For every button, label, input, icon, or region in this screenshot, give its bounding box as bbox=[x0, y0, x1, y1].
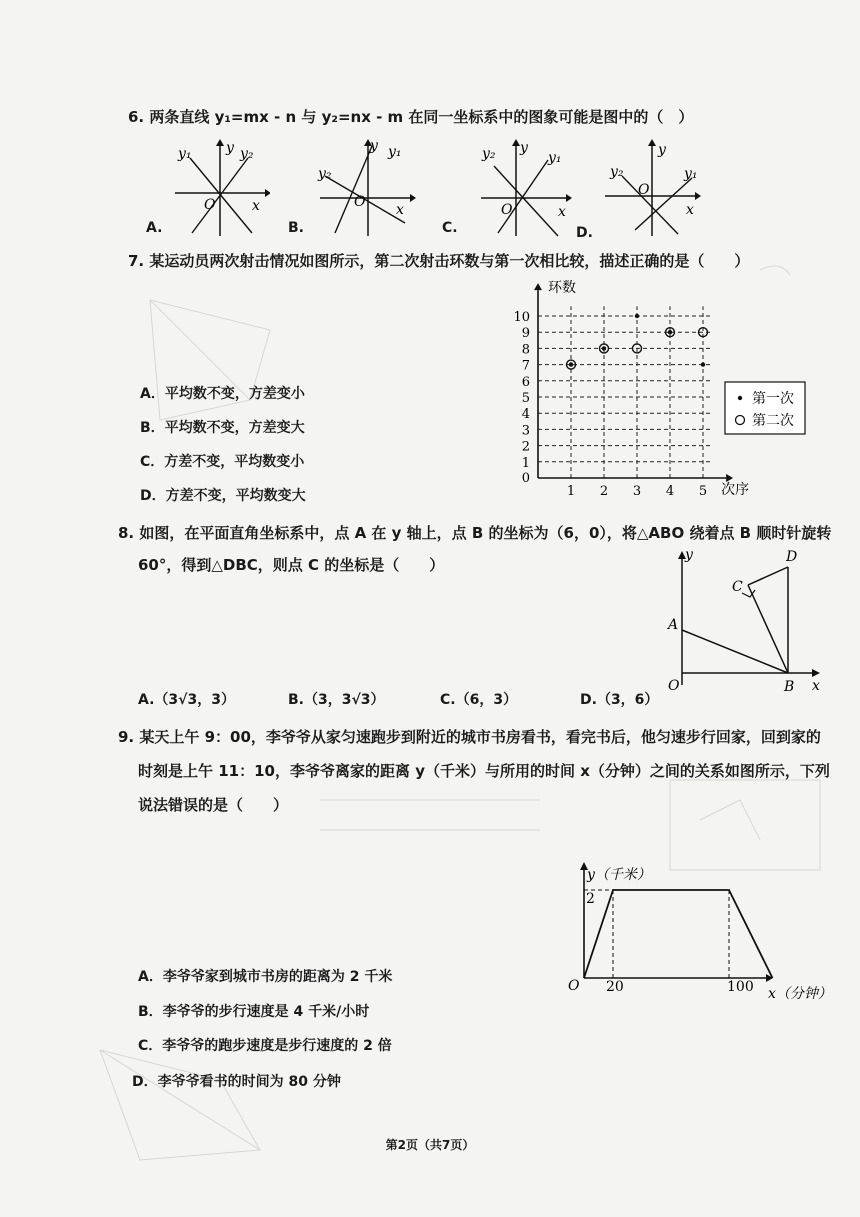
y-tick-label: 4 bbox=[521, 407, 530, 423]
q6b-y2-label: y₂ bbox=[318, 166, 332, 182]
q9-option-b[interactable]: B．李爷爷的步行速度是 4 千米/小时 bbox=[138, 1004, 370, 1020]
q8-option-c[interactable]: C.（6，3） bbox=[440, 692, 518, 708]
q6a-x-label: x bbox=[252, 198, 260, 214]
x-axis-arrow bbox=[726, 474, 733, 482]
q9-stem-line2: 时刻是上午 11：10，李爷爷离家的距离 y（千米）与所用的时间 x（分钟）之间的关系如图所示，下列 bbox=[138, 762, 830, 780]
y-tick-label: 1 bbox=[521, 455, 530, 471]
y-tick-label: 3 bbox=[521, 423, 530, 439]
origin-label: 0 bbox=[521, 471, 530, 486]
first-attempt-point bbox=[668, 330, 672, 334]
q9-distance-line bbox=[584, 890, 773, 978]
q9-option-c[interactable]: C．李爷爷的跑步速度是步行速度的 2 倍 bbox=[138, 1038, 392, 1054]
distance-time-graph bbox=[560, 860, 840, 1005]
legend-marker-first bbox=[738, 396, 742, 400]
q6d-origin-label: O bbox=[638, 182, 650, 198]
first-attempt-point bbox=[569, 362, 573, 366]
q6-stem: 6. 两条直线 y₁=mx - n 与 y₂=nx - m 在同一坐标系中的图象可能是图中的（ ） bbox=[128, 108, 694, 126]
shooting-scatter-chart bbox=[500, 280, 840, 505]
legend-label-second: 第二次 bbox=[752, 413, 794, 429]
q6-graph-a bbox=[170, 138, 270, 238]
q9-option-a[interactable]: A．李爷爷家到城市书房的距离为 2 千米 bbox=[138, 969, 393, 985]
y-tick-label: 6 bbox=[521, 374, 530, 390]
y-tick-label: 8 bbox=[521, 342, 530, 358]
q7-option-b[interactable]: B．平均数不变，方差变大 bbox=[140, 420, 305, 436]
q6c-y1-label: y₁ bbox=[548, 150, 562, 166]
q7-option-d[interactable]: D．方差不变，平均数变大 bbox=[140, 488, 306, 504]
q8-rotation-figure bbox=[660, 545, 830, 695]
first-attempt-point bbox=[701, 362, 705, 366]
first-attempt-point bbox=[602, 346, 606, 350]
x-tick-label: 2 bbox=[599, 484, 609, 499]
page-footer: 第2页（共7页） bbox=[385, 1138, 475, 1152]
q6c-origin-label: O bbox=[501, 202, 513, 218]
q6-graph-c bbox=[476, 138, 576, 238]
q8-stem-line1: 8. 如图，在平面直角坐标系中，点 A 在 y 轴上，点 B 的坐标为（6，0），将△ABO 绕着点 B 顺时针旋转 bbox=[118, 524, 832, 542]
first-attempt-point bbox=[635, 314, 639, 318]
y-tick-label: 5 bbox=[521, 391, 530, 406]
q6-option-b[interactable]: B. bbox=[288, 220, 304, 236]
q8-option-b[interactable]: B.（3，3√3） bbox=[288, 692, 385, 708]
q6d-y-label: y bbox=[658, 142, 666, 158]
q9-y-tick-2: 2 bbox=[586, 891, 595, 907]
q8-point-b: B bbox=[784, 679, 795, 695]
y-tick-label: 10 bbox=[513, 310, 530, 325]
q7-option-c[interactable]: C．方差不变，平均数变小 bbox=[140, 454, 305, 470]
q8-point-o: O bbox=[668, 678, 680, 694]
x-axis-title: 次序 bbox=[721, 482, 750, 498]
q7-option-a[interactable]: A．平均数不变，方差变小 bbox=[140, 386, 305, 402]
q6c-x-label: x bbox=[558, 204, 566, 220]
q6a-y2-label: y₂ bbox=[240, 146, 254, 162]
q8-option-d[interactable]: D.（3，6） bbox=[580, 692, 659, 708]
q6-graph-d bbox=[600, 138, 710, 238]
q6a-y-label: y bbox=[226, 140, 234, 156]
q6-option-c[interactable]: C. bbox=[442, 220, 458, 236]
x-tick-label: 4 bbox=[665, 484, 675, 499]
q9-option-d[interactable]: D．李爷爷看书的时间为 80 分钟 bbox=[132, 1074, 341, 1090]
q7-stem: 7. 某运动员两次射击情况如图所示，第二次射击环数与第一次相比较，描述正确的是（ ） bbox=[128, 252, 750, 270]
q6a-origin-label: O bbox=[204, 197, 216, 213]
q6b-origin-label: O bbox=[354, 194, 366, 210]
q8-x-label: x bbox=[812, 678, 820, 694]
x-tick-label: 3 bbox=[632, 484, 642, 499]
q8-stem-line2: 60°，得到△DBC，则点 C 的坐标是（ ） bbox=[138, 556, 445, 574]
q6d-y1-label: y₁ bbox=[684, 166, 698, 182]
q6b-x-label: x bbox=[396, 202, 404, 218]
legend-label-first: 第一次 bbox=[752, 391, 794, 407]
q9-stem-line3: 说法错误的是（ ） bbox=[138, 796, 289, 814]
y-tick-label: 7 bbox=[521, 358, 530, 374]
x-tick-label: 1 bbox=[566, 484, 576, 499]
q8-y-label: y bbox=[685, 547, 693, 563]
q6c-y2-label: y₂ bbox=[482, 146, 496, 162]
q8-point-c: C bbox=[732, 579, 743, 595]
q9-x-axis-label: x（分钟） bbox=[768, 986, 832, 1002]
q8-point-d: D bbox=[786, 549, 798, 565]
y-axis-arrow bbox=[534, 283, 542, 290]
q8-option-a[interactable]: A.（3√3，3） bbox=[138, 692, 235, 708]
q9-x-tick-20: 20 bbox=[606, 979, 624, 995]
q6b-y-label: y bbox=[370, 138, 378, 154]
q9-y-axis-label: y（千米） bbox=[587, 867, 651, 883]
q6a-y1-label: y₁ bbox=[178, 146, 192, 162]
q9-x-tick-100: 100 bbox=[727, 979, 754, 995]
y-axis-title: 环数 bbox=[548, 280, 576, 297]
q6-graph-b bbox=[310, 138, 420, 238]
q6c-y-label: y bbox=[520, 140, 528, 156]
q8-point-a: A bbox=[668, 617, 679, 633]
q6-option-a[interactable]: A. bbox=[146, 220, 163, 236]
x-tick-label: 5 bbox=[698, 484, 708, 499]
q6-option-d[interactable]: D. bbox=[576, 225, 593, 241]
y-tick-label: 2 bbox=[521, 439, 530, 455]
q6d-y2-label: y₂ bbox=[610, 164, 624, 180]
q9-origin-label: O bbox=[568, 978, 580, 994]
q6d-x-label: x bbox=[686, 202, 694, 218]
y-tick-label: 9 bbox=[521, 326, 530, 342]
q9-stem-line1: 9. 某天上午 9：00，李爷爷从家匀速跑步到附近的城市书房看书，看完书后，他匀速步行回家，回到家的 bbox=[118, 728, 821, 746]
q6b-y1-label: y₁ bbox=[388, 144, 402, 160]
